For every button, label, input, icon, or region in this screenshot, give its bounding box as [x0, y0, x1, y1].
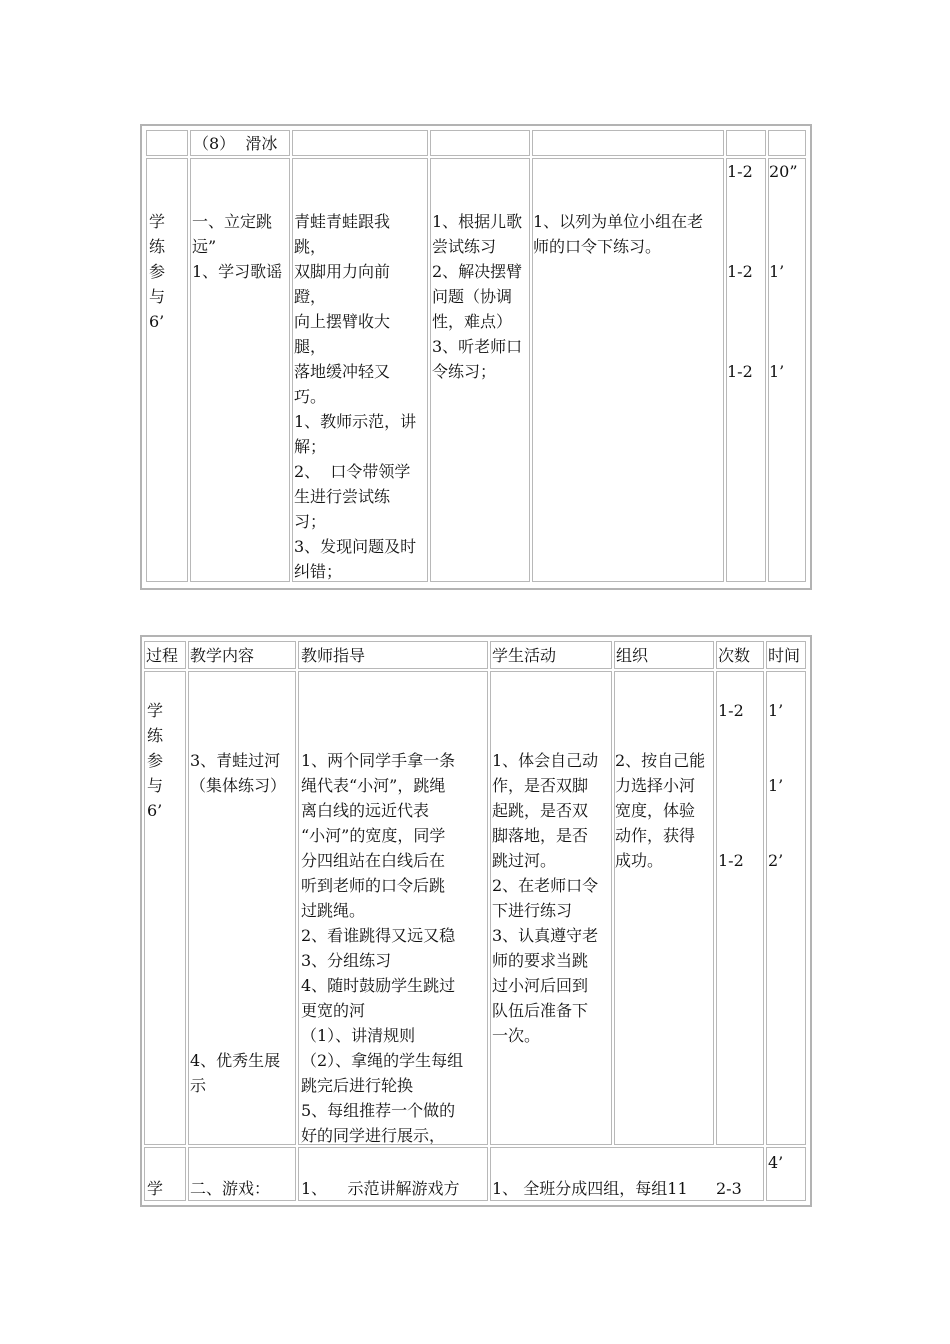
t1-org-cell [532, 158, 724, 582]
t1-r0-c1 [190, 130, 290, 156]
t2-header-student: 学生活动 [490, 641, 612, 669]
t2-org-text: 2、按自己能 力选择小河 宽度，体验 动作，获得 成功。 [615, 751, 706, 870]
t2-duration-cell [766, 671, 806, 1145]
t1-teacher-text: 青蛙青蛙跟我 跳， 双脚用力向前 蹬， 向上摆臂收大 腿， 落地缓冲轻又 巧。 1、教师示范，讲 解； 2、 口令带领学 生进行尝试练 习； 3、发现问题及时 纠错； [294, 212, 417, 581]
t1-times-2: 1-2 [727, 262, 753, 281]
t2-last-student: 1、 全班分成四组，每组11 [490, 1147, 716, 1201]
t1-r0-c5 [726, 130, 766, 156]
t2-teacher-text: 1、两个同学手拿一条 绳代表“小河”，跳绳 离白线的远近代表 “小河”的宽度，同学 分四组站在白线后在 听到老师的口令后跳 过跳绳。 2、看谁跳得又远又稳 3、分组练习 4、随时鼓励学生跳过 更宽的河 （1）、讲清规则 （2）、拿绳的学生每组 跳完后进行轮换 5、每组推荐一个做的 好的同学进行展示， [301, 751, 464, 1145]
t2-content-cell [188, 671, 296, 1145]
t2-teacher-cell [298, 671, 488, 1145]
t1-student-text: 1、根据儿歌 尝试练习 2、解决摆臂 问题（协调 性，难点） 3、听老师口 令练习； [432, 212, 523, 381]
t2-content-b: 4、优秀生展 示 [190, 1051, 281, 1095]
t1-r0-c3 [430, 130, 530, 156]
t1-stage-cell [146, 158, 188, 582]
t1-r0-c4 [532, 130, 724, 156]
t2-student-cell [490, 671, 612, 1145]
t2-duration-3: 2’ [768, 851, 784, 870]
t1-times-1: 1-2 [727, 162, 753, 181]
t2-last-times: 2-3 [716, 1147, 764, 1201]
t2-stage-text: 学 练 参 与 6’ [147, 701, 164, 820]
t2-stage-cell [144, 671, 186, 1145]
t1-student-cell [430, 158, 530, 582]
t2-times-1: 1-2 [718, 701, 744, 720]
lesson-table-2 [140, 635, 812, 1207]
t1-duration-cell [768, 158, 806, 582]
t1-times-3: 1-2 [727, 362, 753, 381]
t2-duration-2: 1’ [768, 776, 784, 795]
t2-last-teacher: 1、 示范讲解游戏方 [298, 1147, 488, 1201]
t2-last-stage: 学 [144, 1147, 186, 1201]
t1-content-cell [190, 158, 290, 582]
t2-header-teacher: 教师指导 [298, 641, 488, 669]
t2-header-org: 组织 [614, 641, 714, 669]
t2-header-process: 过程 [144, 641, 186, 669]
t2-times-2: 1-2 [718, 851, 744, 870]
t1-duration-2: 1’ [769, 262, 785, 281]
t2-header-content: 教学内容 [188, 641, 296, 669]
t1-times-cell [726, 158, 766, 582]
t1-teacher-cell [292, 158, 428, 582]
t1-content-text: 一、立定跳 远” 1、学习歌谣 [192, 212, 283, 281]
t1-stage-text: 学 练 参 与 6’ [149, 212, 166, 331]
lesson-table-1 [140, 124, 812, 590]
t2-header-duration: 时间 [766, 641, 806, 669]
t2-org-cell [614, 671, 714, 1145]
t2-times-cell [716, 671, 764, 1145]
t1-duration-3: 1’ [769, 362, 785, 381]
t2-last-duration: 4’ [766, 1147, 806, 1201]
t2-duration-1: 1’ [768, 701, 784, 720]
t1-r0-c6 [768, 130, 806, 156]
t2-student-text: 1、体会自己动 作，是否双脚 起跳，是否双 脚落地，是否 跳过河。 2、在老师口令 下进行练习 3、认真遵守老 师的要求当跳 过小河后回到 队伍后准备下 一次。 [492, 751, 599, 1045]
t1-r0-c0 [146, 130, 188, 156]
t1-header-content: （8） 滑冰 [193, 134, 278, 153]
t2-content-a: 3、青蛙过河 （集体练习） [190, 751, 287, 795]
t1-duration-1: 20” [769, 162, 798, 181]
t2-header-times: 次数 [716, 641, 764, 669]
t1-org-text: 1、以列为单位小组在老 师的口令下练习。 [533, 212, 704, 256]
t1-r0-c2 [292, 130, 428, 156]
t2-last-content: 二、游戏： [188, 1147, 296, 1201]
